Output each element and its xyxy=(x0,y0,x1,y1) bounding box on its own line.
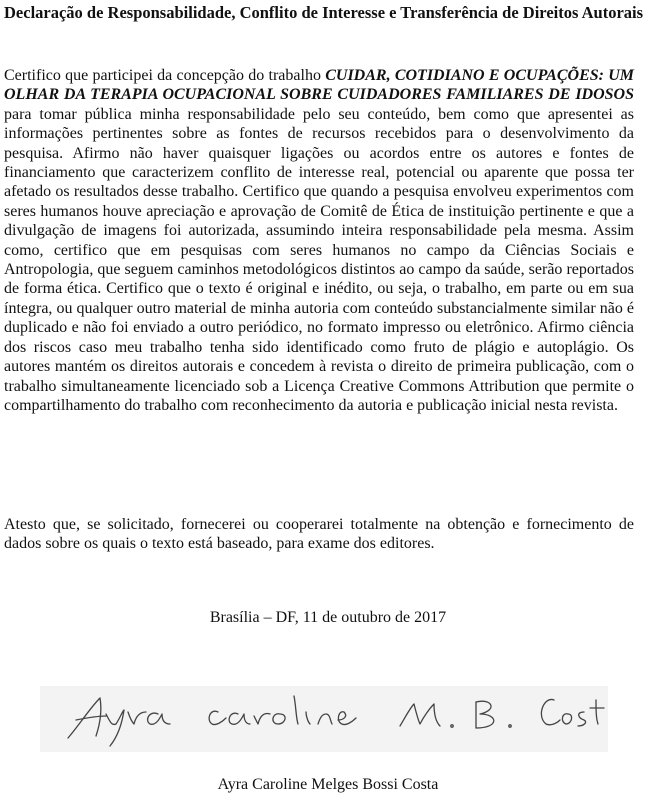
handwritten-signature xyxy=(40,686,608,752)
document-heading: Declaração de Responsabilidade, Conflito de Interesse e Transferência de Direitos Autorais xyxy=(4,3,644,22)
declaration-paragraph xyxy=(4,66,634,415)
signature-drawing xyxy=(40,686,608,752)
attestation-paragraph: Atesto que, se solicitado, fornecerei ou cooperarei totalmente na obtenção e fornecimento de dados sobre os quais o texto está baseado, para exame dos editores. xyxy=(4,516,634,553)
signer-name: Ayra Caroline Melges Bossi Costa xyxy=(217,776,439,793)
paragraph-rest: para tomar pública minha responsabilidade pelo seu conteúdo, bem como que apresentei as informações pertinentes sobre as fontes de recursos recebidos para o desenvolvimento da pesquisa. Afirmo não haver quaisquer ligações ou acordos entre os autores e fontes de financiamento que caracterizem conflito de interesse real, potencial ou aparente que possa ter afetado os resultados desse trabalho. Certifico que quando a pesquisa envolveu experimentos com seres humanos houve apreciação e aprovação de Comitê de Ética de instituição pertinente e que a divulgação de imagens foi autorizada, assumindo inteira responsabilidade pela mesma. Assim como, certifico que em pesquisas com seres humanos no campo da Ciências Sociais e Antropologia, que seguem caminhos metodológicos distintos ao campo da saúde, serão reportados de forma ética. Certifico que o texto é original e inédito, ou seja, o trabalho, em parte ou em sua íntegra, ou qualquer outro material de minha autoria com conteúdo substancialmente similar não é duplicado e não foi enviado a outro periódico, no formato impresso ou eletrônico. Afirmo ciência dos riscos caso meu trabalho tenha sido identificado como fruto de plágio e autoplágio. Os autores mantém os direitos autorais e concedem à revista o direito de primeira publicação, com o trabalho simultaneamente licenciado sob a Licença Creative Commons Attribution que permite o compartilhamento do trabalho com reconhecimento da autoria e publicação inicial nesta revista. xyxy=(4,105,634,414)
place-date: Brasília – DF, 11 de outubro de 2017 xyxy=(209,609,447,626)
work-title: CUIDAR, COTIDIANO E OCUPAÇÕES: UM OLHAR DA TERAPIA OCUPACIONAL SOBRE CUIDADORES FAMILIARES DE IDOSOS xyxy=(4,67,634,104)
paragraph-intro: Certifico que participei da concepção do trabalho xyxy=(4,67,326,84)
